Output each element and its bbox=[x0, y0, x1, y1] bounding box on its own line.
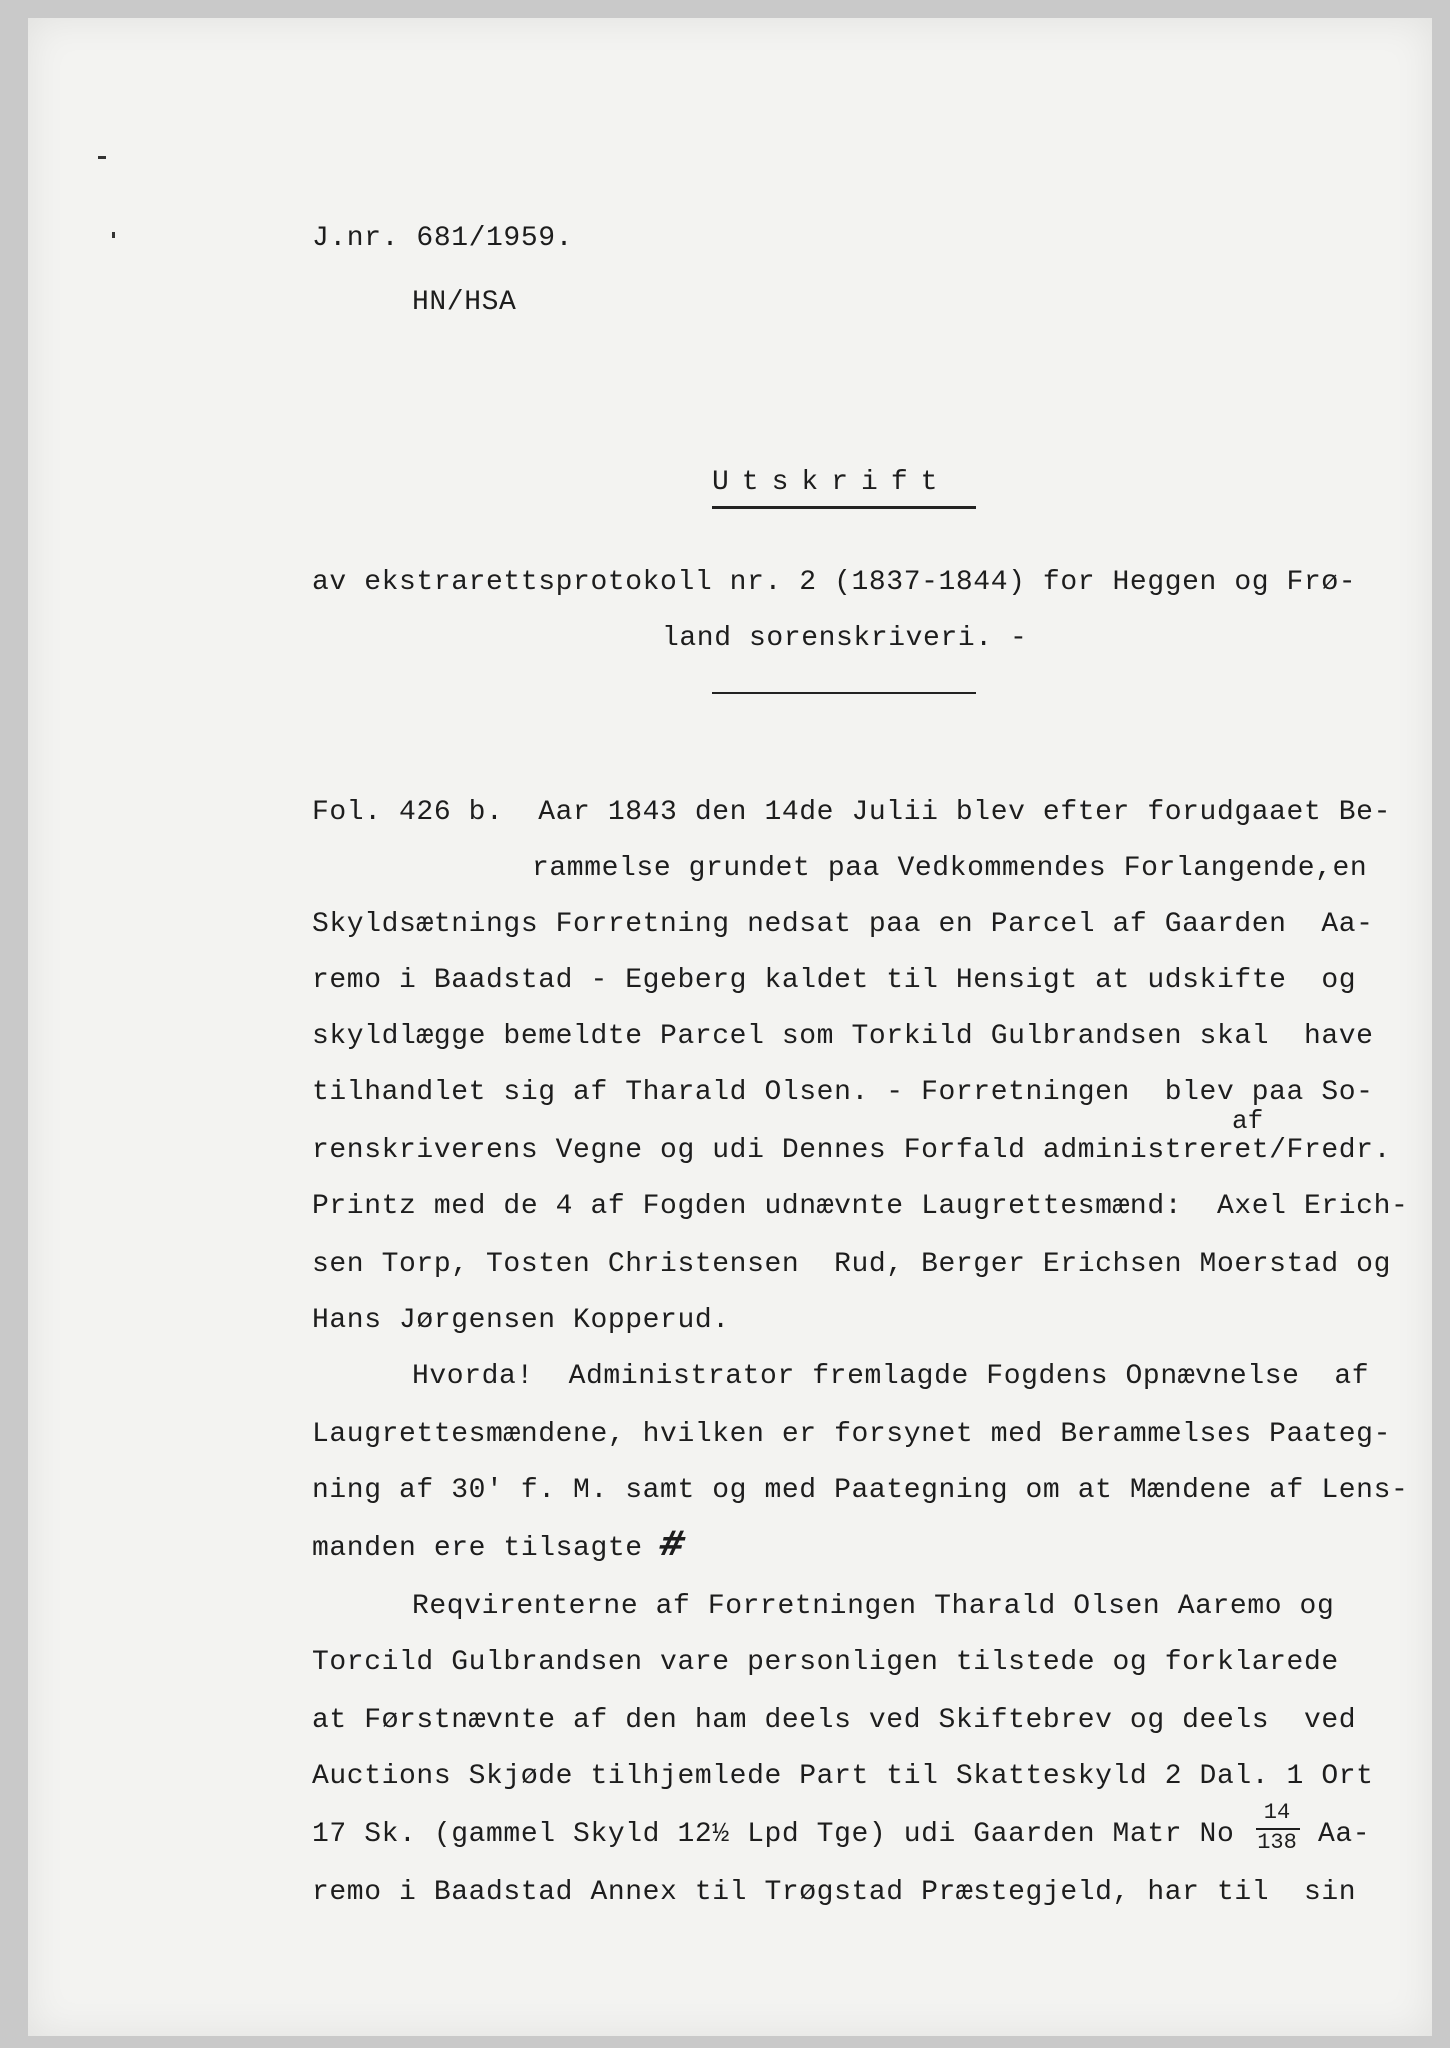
body-line: Auctions Skjøde tilhjemlede Part til Skatteskyld 2 Dal. 1 Ort bbox=[312, 1761, 1374, 1792]
punch-mark bbox=[98, 156, 106, 159]
body-line: renskriverens Vegne og udi Dennes Forfald administreret/Fredr. bbox=[312, 1135, 1391, 1166]
body-line: at Førstnævnte af den ham deels ved Skiftebrev og deels ved bbox=[312, 1705, 1357, 1736]
initials: HN/HSA bbox=[412, 287, 517, 318]
title-underline bbox=[712, 506, 976, 509]
handwritten-hash-mark: # bbox=[653, 1524, 691, 1564]
body-line: sen Torp, Tosten Christensen Rud, Berger Erichsen Moerstad og bbox=[312, 1249, 1391, 1280]
body-line: 17 Sk. (gammel Skyld 12½ Lpd Tge) udi Gaarden Matr No bbox=[312, 1819, 1235, 1850]
body-line: Fol. 426 b. Aar 1843 den 14de Julii blev efter forudgaaet Be- bbox=[312, 797, 1391, 828]
subtitle-line-1: av ekstrarettsprotokoll nr. 2 (1837-1844) for Heggen og Frø- bbox=[312, 567, 1357, 598]
fraction-suffix: Aa- bbox=[1318, 1819, 1371, 1850]
punch-mark bbox=[112, 232, 115, 238]
body-line: Hvorda! Administrator fremlagde Fogdens Opnævnelse af bbox=[412, 1361, 1370, 1392]
body-line: Torcild Gulbrandsen vare personligen tilstede og forklarede bbox=[312, 1647, 1339, 1678]
body-line: tilhandlet sig af Tharald Olsen. - Forretningen blev paa So- bbox=[312, 1077, 1374, 1108]
body-line: manden ere tilsagte bbox=[312, 1533, 643, 1564]
body-line: Skyldsætnings Forretning nedsat paa en Parcel af Gaarden Aa- bbox=[312, 909, 1374, 940]
fraction-numerator: 14 bbox=[1263, 1800, 1291, 1825]
body-line: ning af 30' f. M. samt og med Paategning om at Mændene af Lens- bbox=[312, 1475, 1409, 1506]
document-title: Utskrift bbox=[712, 467, 951, 498]
body-line: skyldlægge bemeldte Parcel som Torkild Gulbrandsen skal have bbox=[312, 1021, 1374, 1052]
body-line: Laugrettesmændene, hvilken er forsynet med Berammelses Paateg- bbox=[312, 1419, 1391, 1450]
body-line: remo i Baadstad - Egeberg kaldet til Hensigt at udskifte og bbox=[312, 965, 1357, 996]
body-line: Reqvirenterne af Forretningen Tharald Olsen Aaremo og bbox=[412, 1591, 1335, 1622]
subtitle-line-2: land sorenskriveri. - bbox=[662, 623, 1028, 654]
body-line: Printz med de 4 af Fogden udnævnte Laugrettesmænd: Axel Erich- bbox=[312, 1191, 1409, 1222]
fraction-denominator: 138 bbox=[1257, 1830, 1297, 1855]
inserted-word: af bbox=[1232, 1106, 1264, 1136]
separator-line bbox=[712, 692, 976, 694]
body-line: rammelse grundet paa Vedkommendes Forlangende,en bbox=[532, 853, 1368, 884]
document-page bbox=[28, 18, 1432, 2036]
body-line: remo i Baadstad Annex til Trøgstad Præstegjeld, har til sin bbox=[312, 1877, 1357, 1908]
journal-number: J.nr. 681/1959. bbox=[312, 223, 574, 254]
body-line: Hans Jørgensen Kopperud. bbox=[312, 1305, 730, 1336]
